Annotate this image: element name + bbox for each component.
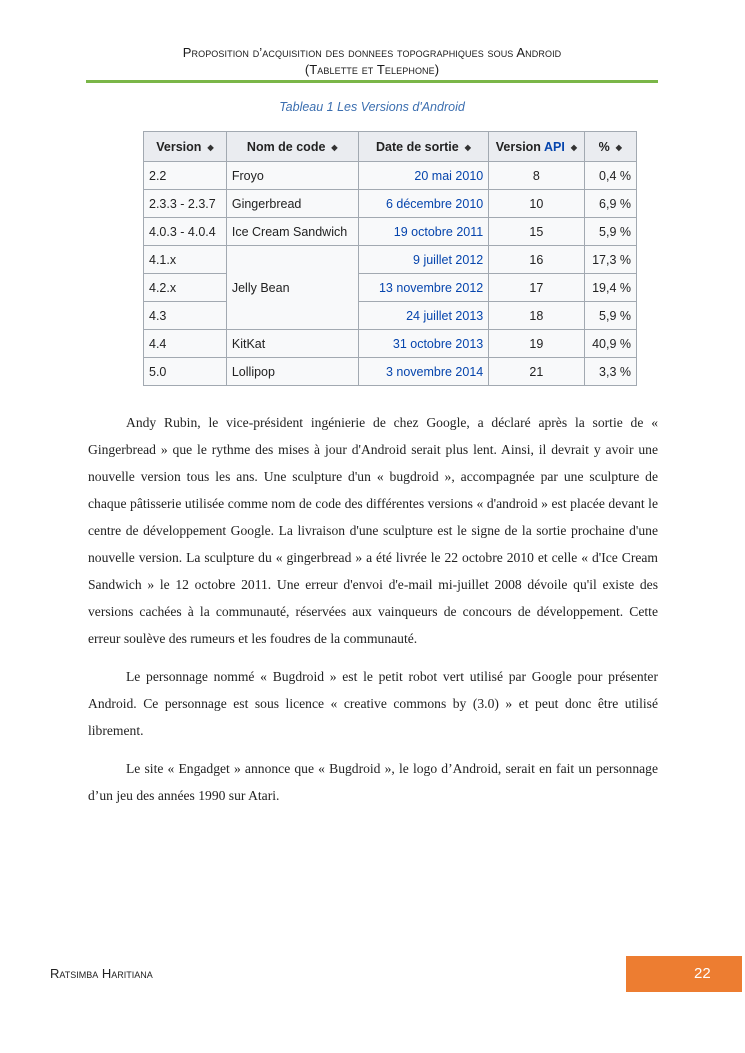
- cell-date-link[interactable]: 13 novembre 2012: [358, 274, 489, 302]
- page-number: 22: [694, 965, 711, 982]
- cell-percent: 5,9 %: [584, 218, 636, 246]
- cell-api: 16: [489, 246, 584, 274]
- cell-date-link[interactable]: 3 novembre 2014: [358, 358, 489, 386]
- cell-version: 5.0: [144, 358, 227, 386]
- android-versions-table: [143, 131, 637, 386]
- sort-arrows-icon[interactable]: ◆: [464, 142, 471, 152]
- page-number-box: [626, 956, 742, 992]
- cell-api: 19: [489, 330, 584, 358]
- cell-api: 21: [489, 358, 584, 386]
- footer-author: Ratsimba Haritiana: [50, 966, 153, 981]
- body-text: [88, 409, 658, 820]
- cell-percent: 5,9 %: [584, 302, 636, 330]
- cell-date-link[interactable]: 9 juillet 2012: [358, 246, 489, 274]
- header-codename[interactable]: Nom de code ◆: [226, 132, 358, 162]
- table-row: [144, 190, 637, 218]
- cell-version: 4.4: [144, 330, 227, 358]
- cell-percent: 6,9 %: [584, 190, 636, 218]
- table-row: [144, 218, 637, 246]
- header-subtitle: (Tablette et Telephone): [304, 62, 440, 77]
- cell-date-link[interactable]: 31 octobre 2013: [358, 330, 489, 358]
- header-api-version[interactable]: Version API ◆: [489, 132, 584, 162]
- cell-api: 10: [489, 190, 584, 218]
- cell-codename: KitKat: [226, 330, 358, 358]
- cell-api: 17: [489, 274, 584, 302]
- api-link[interactable]: API: [543, 139, 565, 154]
- cell-codename: Froyo: [226, 162, 358, 190]
- cell-api: 15: [489, 218, 584, 246]
- table-row: [144, 246, 637, 274]
- paragraph: Andy Rubin, le vice-président ingénierie de chez Google, a déclaré après la sortie de « Gingerbread » que le rythme des mises à jour d'Android serait plus lent. Ainsi, il devrait y avoir une nouvelle version tous les ans. Une sculpture d'un « bugdroid », accompagnée par une sculpture de chaque pâtisserie utilisée comme nom de code des différentes versions « d'android » est placée devant le centre de développement Google. La livraison d'une sculpture est le signe de la sortie prochaine d'une nouvelle version. La sculpture du « gingerbread » a été livrée le 22 octobre 2010 et celle « d'Ice Cream Sandwich » le 12 octobre 2011. Une erreur d'envoi d'e-mail mi-juillet 2008 dévoile qu'il existe des versions cachées à la communauté, réservées aux vainqueurs de concours de développement. Cette erreur soulève des rumeurs et les foudres de la communauté.: [88, 415, 658, 646]
- sort-arrows-icon[interactable]: ◆: [615, 142, 622, 152]
- cell-codename: Lollipop: [226, 358, 358, 386]
- cell-percent: 19,4 %: [584, 274, 636, 302]
- cell-date-link[interactable]: 24 juillet 2013: [358, 302, 489, 330]
- cell-date-link[interactable]: 20 mai 2010: [358, 162, 489, 190]
- table-row: [144, 358, 637, 386]
- cell-version: 4.2.x: [144, 274, 227, 302]
- cell-percent: 40,9 %: [584, 330, 636, 358]
- header-version[interactable]: Version ◆: [144, 132, 227, 162]
- cell-api: 18: [489, 302, 584, 330]
- cell-percent: 0,4 %: [584, 162, 636, 190]
- table-header-row: [144, 132, 637, 162]
- cell-codename: Ice Cream Sandwich: [226, 218, 358, 246]
- cell-percent: 17,3 %: [584, 246, 636, 274]
- table-row: [144, 302, 637, 330]
- cell-date-link[interactable]: 19 octobre 2011: [358, 218, 489, 246]
- sort-arrows-icon[interactable]: ◆: [331, 142, 338, 152]
- paragraph: Le site « Engadget » annonce que « Bugdroid », le logo d’Android, serait en fait un personnage d’un jeu des années 1990 sur Atari.: [88, 761, 658, 803]
- table-row: [144, 330, 637, 358]
- table-caption: Tableau 1 Les Versions d'Android: [279, 100, 465, 114]
- sort-arrows-icon[interactable]: ◆: [207, 142, 214, 152]
- header-release-date[interactable]: Date de sortie ◆: [358, 132, 489, 162]
- table-row: [144, 274, 637, 302]
- paragraph: Le personnage nommé « Bugdroid » est le petit robot vert utilisé par Google pour présenter Android. Ce personnage est sous licence « creative commons by (3.0) » et peut donc être utilisé librement.: [88, 669, 658, 738]
- header-divider: [86, 80, 658, 83]
- cell-percent: 3,3 %: [584, 358, 636, 386]
- header-percent[interactable]: % ◆: [584, 132, 636, 162]
- cell-api: 8: [489, 162, 584, 190]
- cell-codename: Gingerbread: [226, 190, 358, 218]
- cell-date-link[interactable]: 6 décembre 2010: [358, 190, 489, 218]
- cell-version: 4.0.3 - 4.0.4: [144, 218, 227, 246]
- cell-codename-merged: Jelly Bean: [226, 246, 358, 330]
- sort-arrows-icon[interactable]: ◆: [570, 142, 577, 152]
- page-header: [86, 44, 658, 78]
- cell-version: 2.2: [144, 162, 227, 190]
- cell-version: 4.1.x: [144, 246, 227, 274]
- cell-version: 4.3: [144, 302, 227, 330]
- header-title: Proposition d’acquisition des donnees topographiques sous Android: [182, 45, 562, 60]
- cell-version: 2.3.3 - 2.3.7: [144, 190, 227, 218]
- table-row: [144, 162, 637, 190]
